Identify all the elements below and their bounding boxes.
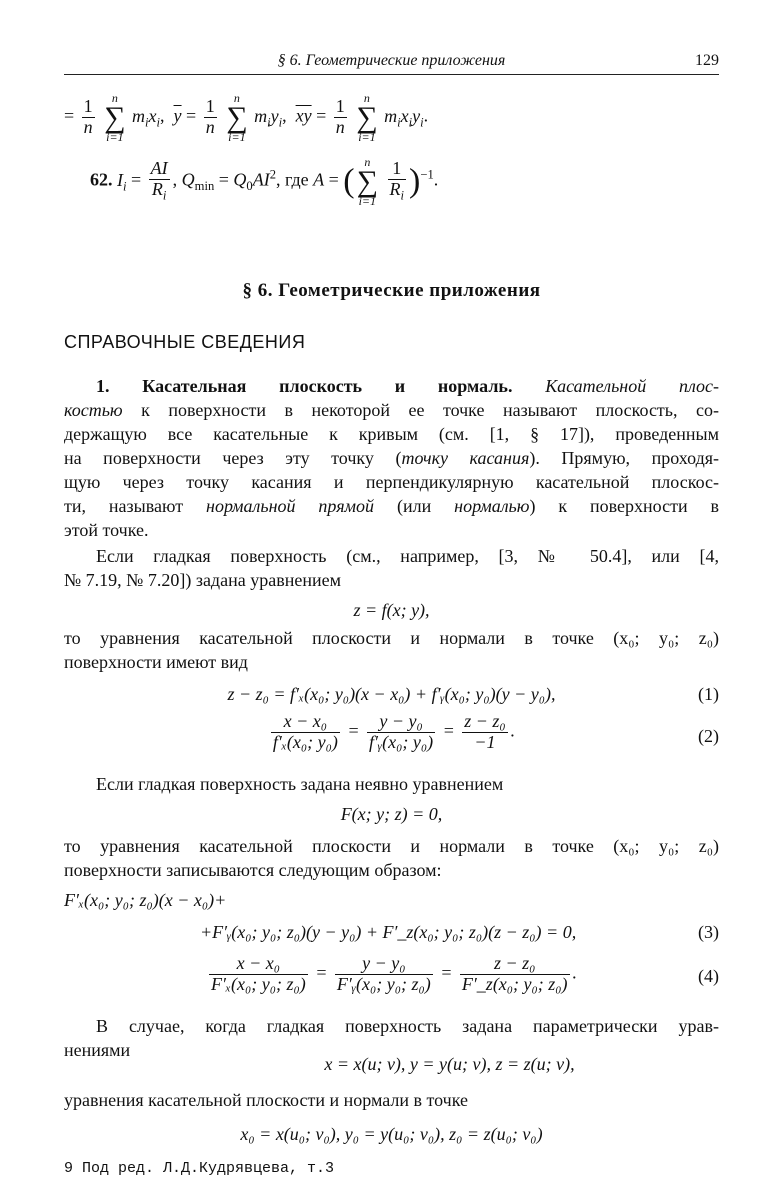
eq3-number: (3) — [698, 922, 719, 942]
eq-implicit-surface: F(x; y; z) = 0, — [340, 804, 443, 824]
eq2: $\frac{\text{x − x₀}}{\text{f′ₓ(x₀; y₀)}}$ = $\frac{\text{y − y₀}}{\text{f′ᵧ(x₀; y₀)}}$ = $\frac{\text{z − z₀}}{-1}$ . — [272, 711, 516, 752]
eq4: $\frac{\text{x − x₀}}{\text{F′ₓ(x₀; y₀; z₀)}}$ = $\frac{\text{y − y₀}}{\text{F′ᵧ(x₀; y₀; z₀)}}$ = $\frac{\text{z − z₀}}{\text{F′\_z(x₀; y₀; z₀)}}$ . — [210, 953, 578, 994]
p2-line1: Если гладкая поверхность (см., например, [3, № 50.4], или [4, — [96, 546, 719, 566]
p4-line3: уравнения касательной плоскости и нормали в точке — [64, 1090, 469, 1110]
p4-line2: нениями — [64, 1040, 131, 1060]
p3-line2: то уравнения касательной плоскости и нормали в точке (x₀; y₀; z₀) — [64, 836, 719, 856]
eq-explicit-surface: z = f(x; y), — [353, 600, 430, 620]
section-title: § 6. Геометрические приложения — [242, 280, 541, 301]
eq3-line2: +F′ᵧ(x₀; y₀; z₀)(y − y₀) + F′_z(x₀; y₀; z₀)(z − z₀) = 0, — [200, 922, 577, 942]
eq-param-point: x₀ = x(u₀; v₀), y₀ = y(u₀; v₀), z₀ = z(u₀; v₀) — [240, 1124, 543, 1144]
page-number: 129 — [695, 52, 719, 69]
answer-label: 62. — [90, 169, 113, 190]
header-title: § 6. Геометрические приложения — [277, 52, 506, 69]
p1-line6: ти, называют нормальной прямой (или нормалью) к поверхности в — [64, 496, 720, 516]
eq3-line1: F′ₓ(x₀; y₀; z₀)(x − x₀)+ — [64, 890, 227, 910]
reference-heading: СПРАВОЧНЫЕ СВЕДЕНИЯ — [64, 332, 306, 352]
eq1-number: (1) — [698, 684, 719, 704]
p1-line5: щую через точку касания и перпендикулярную касательной плоскос- — [64, 472, 719, 492]
p2-line2: № 7.19, № 7.20]) задана уравнением — [64, 570, 341, 590]
p3-line3: поверхности записываются следующим образом: — [64, 860, 442, 880]
p3-line1: Если гладкая поверхность задана неявно уравнением — [96, 774, 504, 794]
p2-line4: поверхности имеют вид — [64, 652, 248, 672]
p2-line3: то уравнения касательной плоскости и нормали в точке (x₀; y₀; z₀) — [64, 628, 719, 648]
p1-line1: 1. Касательная плоскость и нормаль. Касательной плос- — [96, 376, 719, 396]
eq4-number: (4) — [698, 966, 719, 986]
eq-parametric: x = x(u; v), y = y(u; v), z = z(u; v), — [324, 1054, 575, 1074]
p1-line3: держащую все касательные к кривым (см. [1, § 17]), проведенным — [64, 424, 719, 444]
formula-means: = $\frac{1}{n}$ n ∑ i=1 $m_ix_i$, $\overline{y}$ = $\frac{1}{n}$ n ∑ i=1 $m_iy_i$, $\overline{xy}$ = $\frac{1}{n}$ n ∑ i=1 $m_ix_iy_i$. — [64, 91, 429, 144]
p1-line7: этой точке. — [64, 520, 149, 540]
p4-line1: В случае, когда гладкая поверхность задана параметрически урав- — [96, 1016, 719, 1036]
footer-signature: 9 Под ред. Л.Д.Кудрявцева, т.3 — [64, 1160, 335, 1177]
answer-62: 62. $I_i$ = $\frac{AI}{R_i}$ , $Q_{min} = Q_0AI^2$, где A = ( n ∑ i=1 $\frac{1}{R_i}$ )$^{-1}$. — [90, 155, 439, 208]
eq1-text: z − z₀ = f′ₓ(x₀; y₀)(x − x₀) + f′ᵧ(x₀; y₀)(y − y₀), — [227, 684, 556, 704]
p1-line2: костью к поверхности в некоторой ее точке называют плоскость, со- — [64, 400, 720, 420]
running-header — [64, 52, 719, 75]
eq2-number: (2) — [698, 726, 719, 746]
p1-line4: на поверхности через эту точку (точку касания). Прямую, проходя- — [64, 448, 719, 468]
